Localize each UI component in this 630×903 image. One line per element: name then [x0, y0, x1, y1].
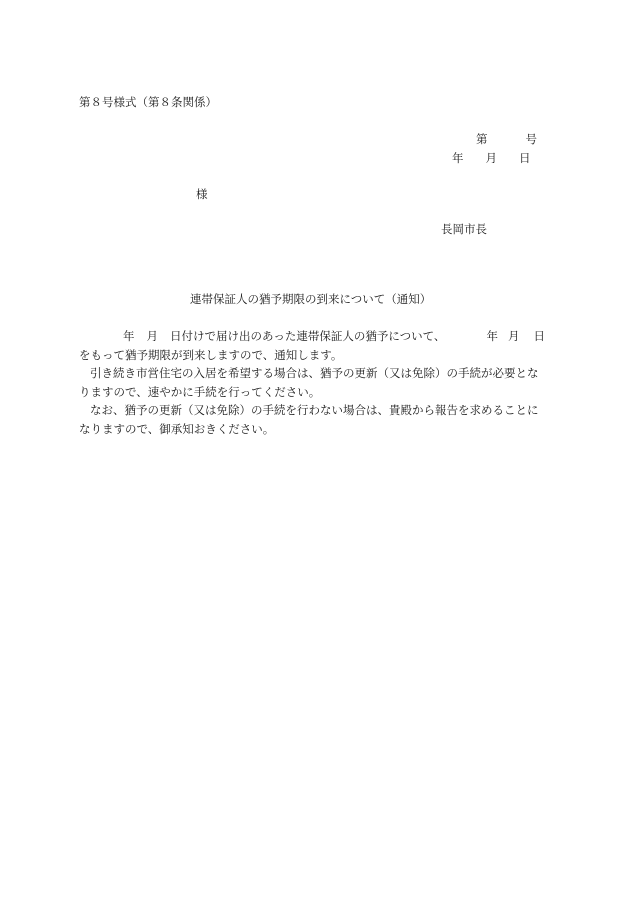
- p3-line1-text: なお、猶予の更新（又は免除）の手続を行わない場合は、貴殿から報告を求めることに: [90, 403, 539, 417]
- document-title: 連帯保証人の猶予期限の到来について（通知）: [190, 292, 432, 306]
- p1-month-2: 月: [507, 329, 520, 343]
- p1-month: 月: [146, 329, 158, 343]
- document-date: [452, 153, 531, 165]
- paragraph-1-line-2: をもって猶予期限が到来しますので、通知します。: [79, 347, 343, 362]
- date-year: 年: [452, 151, 464, 165]
- paragraph-3-line-2: なりますので、御承知おきください。: [79, 421, 275, 436]
- p1-text: 日付けで届け出のあった連帯保証人の猶予について、: [170, 329, 446, 343]
- paragraph-3-line-1: [79, 401, 549, 420]
- document-body: [79, 327, 549, 438]
- sender-name: 長岡市長: [441, 222, 487, 236]
- date-day: 日: [519, 151, 531, 165]
- paragraph-1-line-1: [79, 327, 549, 346]
- p1-year: 年: [123, 329, 135, 343]
- p2-line1-text: 引き続き市営住宅の入居を希望する場合は、猶予の更新（又は免除）の手続が必要とな: [90, 366, 539, 380]
- date-month: 月: [485, 151, 497, 165]
- number-suffix: 号: [525, 132, 537, 146]
- paragraph-2-line-1: [79, 364, 549, 383]
- p1-day-2: 日: [533, 329, 545, 343]
- document-number: [476, 134, 537, 146]
- form-label: 第８号様式（第８条関係）: [79, 95, 217, 109]
- number-prefix: 第: [476, 132, 488, 146]
- p1-year-2: 年: [486, 329, 498, 343]
- addressee-honorific: 様: [196, 187, 208, 201]
- paragraph-2-line-2: りますので、速やかに手続を行ってください。: [79, 384, 321, 399]
